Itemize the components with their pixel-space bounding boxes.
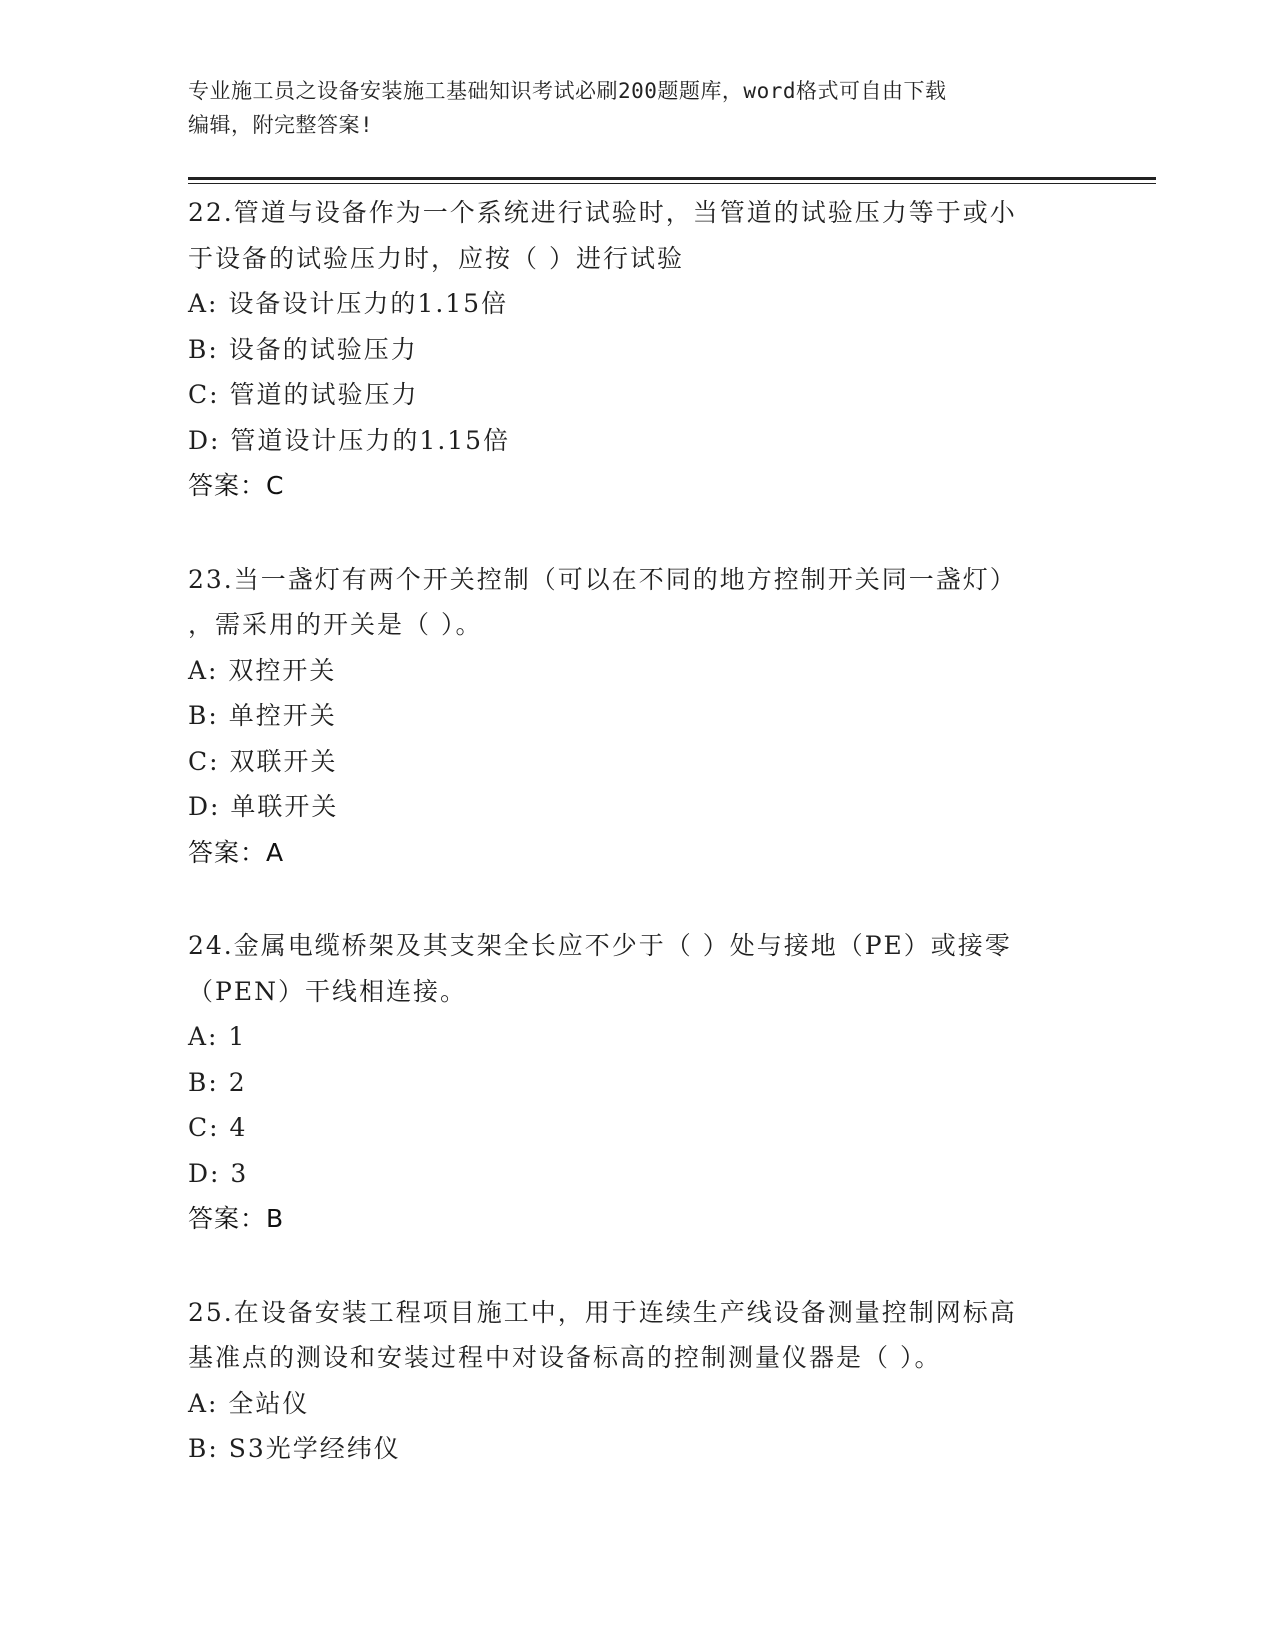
question-24 <box>188 923 1088 1242</box>
answer-label: 答案：A <box>188 837 285 867</box>
header-title-line-2: 编辑，附完整答案! <box>188 113 374 137</box>
option-c: C: 双联开关 <box>188 746 338 776</box>
option-b: B: 单控开关 <box>188 701 337 730</box>
option-d: D: 单联开关 <box>188 792 339 821</box>
option-a: A: 双控开关 <box>188 655 337 685</box>
header-title-line-1: 专业施工员之设备安装施工基础知识考试必刷200题题库，word格式可自由下载 <box>188 79 947 103</box>
option-c: C: 管道的试验压力 <box>188 380 419 409</box>
option-d: D: 管道设计压力的1.15倍 <box>188 425 511 455</box>
question-stem-line: 基准点的测设和安装过程中对设备标高的控制测量仪器是（ ）。 <box>188 1343 942 1372</box>
header-divider-thin <box>188 183 1156 184</box>
header-divider-thick <box>188 177 1156 180</box>
option-a: A: 设备设计压力的1.15倍 <box>188 289 509 318</box>
question-stem-line: （PEN）干线相连接。 <box>188 976 467 1006</box>
option-c: C: 4 <box>188 1113 248 1142</box>
option-b: B: 设备的试验压力 <box>188 334 418 364</box>
question-stem-line: 23.当一盏灯有两个开关控制（可以在不同的地方控制开关同一盏灯） <box>188 564 1017 594</box>
option-b: B: S3光学经纬仪 <box>188 1434 401 1463</box>
question-22 <box>188 190 1088 509</box>
question-23 <box>188 557 1088 876</box>
question-stem-line: 24.金属电缆桥架及其支架全长应不少于（ ）处与接地（PE）或接零 <box>188 931 1012 960</box>
question-list <box>188 190 1088 1520</box>
option-a: A: 1 <box>188 1022 247 1051</box>
option-b: B: 2 <box>188 1067 247 1097</box>
question-stem-line: 于设备的试验压力时，应按（ ）进行试验 <box>188 243 684 273</box>
option-d: D: 3 <box>188 1158 249 1188</box>
document-header <box>188 74 1088 142</box>
question-25 <box>188 1290 1088 1472</box>
question-stem-line: ，需采用的开关是（ ）。 <box>188 610 483 639</box>
question-stem-line: 25.在设备安装工程项目施工中，用于连续生产线设备测量控制网标高 <box>188 1297 1017 1327</box>
answer-label: 答案：B <box>188 1204 285 1233</box>
option-a: A: 全站仪 <box>188 1388 310 1418</box>
answer-label: 答案：C <box>188 471 285 500</box>
question-stem-line: 22.管道与设备作为一个系统进行试验时，当管道的试验压力等于或小 <box>188 198 1017 227</box>
